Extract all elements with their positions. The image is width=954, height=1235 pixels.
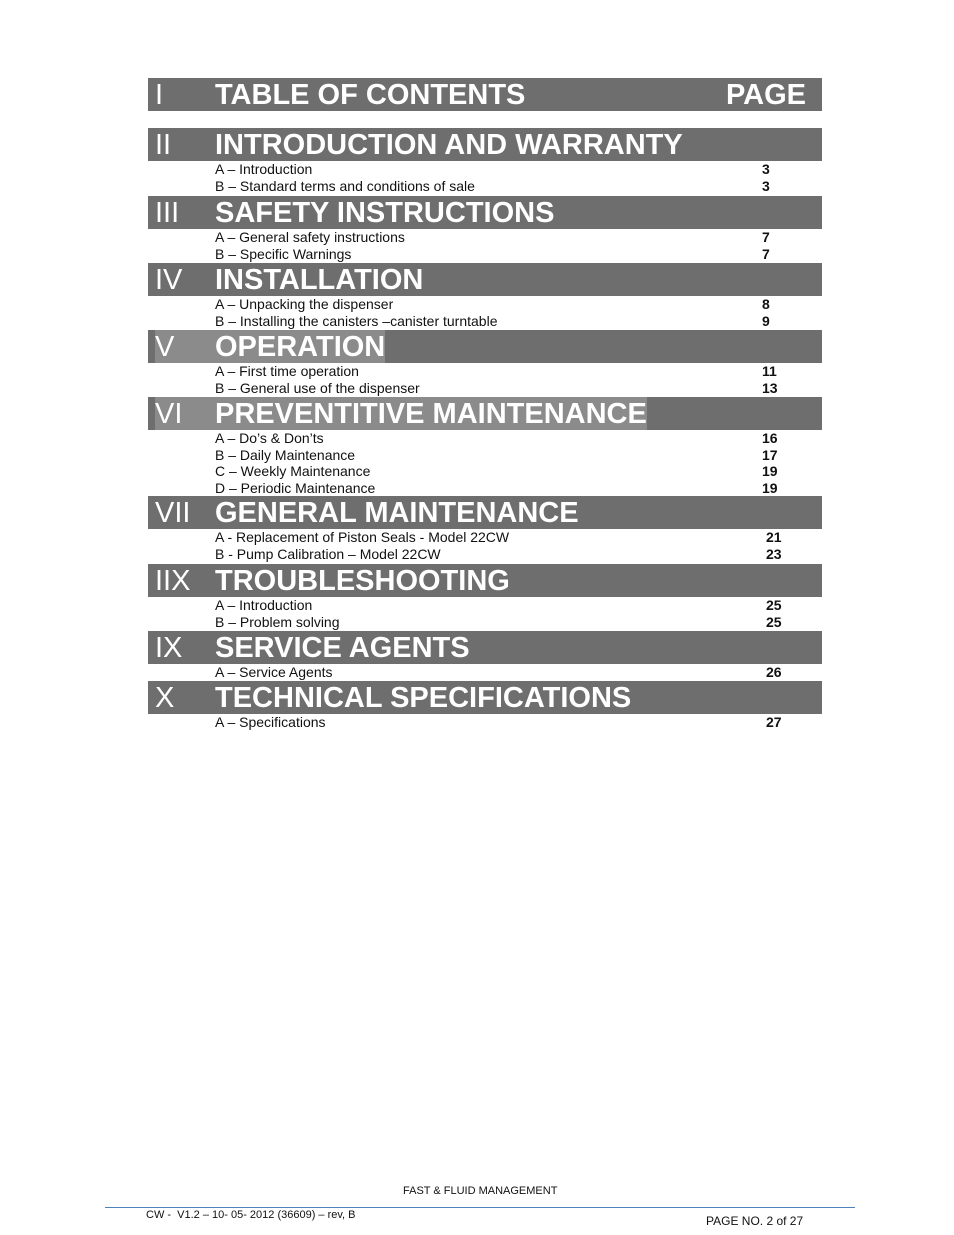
- section-heading: [155, 496, 579, 529]
- toc-entry: [148, 296, 822, 313]
- toc-entry-label: A – First time operation: [215, 363, 359, 379]
- toc-entry-label: B – General use of the dispenser: [215, 379, 420, 396]
- section-title: OPERATION: [215, 331, 386, 363]
- toc-entry-page: 17: [762, 446, 778, 463]
- section-heading-bar: [148, 564, 822, 597]
- toc-entry: [148, 714, 822, 731]
- toc-entry: [148, 178, 822, 195]
- toc-entry: [148, 229, 822, 246]
- footer-document-reference: CW - V1.2 – 10- 05- 2012 (36609) – rev, B: [146, 1209, 356, 1221]
- toc-entry: [148, 161, 822, 178]
- section-title: GENERAL MAINTENANCE: [215, 497, 579, 529]
- toc-entry-page: 13: [762, 379, 778, 396]
- toc-entry-page: 19: [762, 463, 778, 480]
- toc-entry: [148, 363, 822, 380]
- toc-header-numeral: I: [155, 79, 164, 111]
- toc-entry-page: 11: [762, 363, 777, 379]
- toc-entry-label: A - Replacement of Piston Seals - Model 22CW: [215, 529, 510, 545]
- section-general-maintenance: [148, 496, 822, 562]
- section-numeral: IV: [155, 264, 183, 296]
- section-heading-bar: [148, 681, 822, 714]
- toc-entry-label: A – Unpacking the dispenser: [215, 296, 394, 312]
- footer-company-name: FAST & FLUID MANAGEMENT: [403, 1185, 558, 1197]
- section-numeral: VII: [155, 497, 191, 529]
- toc-header-title: TABLE OF CONTENTS: [215, 79, 526, 111]
- toc-entry: [148, 664, 822, 681]
- section-heading-bar: [148, 631, 822, 664]
- section-title: INTRODUCTION AND WARRANTY: [215, 129, 683, 161]
- toc-entry-page: 26: [766, 664, 782, 680]
- section-title: INSTALLATION: [215, 264, 424, 296]
- toc-entry-label: C – Weekly Maintenance: [215, 463, 371, 480]
- toc-header-heading: [155, 78, 525, 111]
- toc-entry-page: 3: [762, 177, 770, 194]
- section-heading: [155, 397, 647, 430]
- toc-entry-label: A – General safety instructions: [215, 229, 405, 245]
- section-heading-bar: [148, 397, 822, 430]
- toc-entry: [148, 597, 822, 614]
- section-heading: [155, 631, 470, 664]
- section-heading-bar: [148, 263, 822, 296]
- toc-entry-label: B – Installing the canisters –canister turntable: [215, 312, 498, 329]
- toc-entry-label: A – Do’s & Don’ts: [215, 430, 324, 446]
- section-operation: [148, 330, 822, 396]
- toc-entry-page: 19: [762, 479, 778, 496]
- section-heading: [155, 128, 683, 161]
- toc-entry-page: 7: [762, 229, 770, 245]
- section-heading-bar: [148, 496, 822, 529]
- section-heading: [155, 564, 510, 597]
- section-technical-specifications: [148, 681, 822, 731]
- toc-entry-label: A – Specifications: [215, 714, 326, 730]
- toc-entry-page: 25: [766, 597, 782, 613]
- section-numeral: V: [155, 331, 175, 363]
- toc-entry: [148, 529, 822, 546]
- section-title: SERVICE AGENTS: [215, 632, 470, 664]
- toc-entry: [148, 614, 822, 631]
- section-numeral: III: [155, 197, 180, 229]
- toc-entry-page: 25: [766, 613, 782, 630]
- toc-entry-label: B – Standard terms and conditions of sale: [215, 177, 475, 194]
- section-safety-instructions: [148, 196, 822, 262]
- toc-entry: [148, 546, 822, 563]
- toc-entry-label: A – Introduction: [215, 161, 313, 177]
- section-service-agents: [148, 631, 822, 681]
- footer-page-number: PAGE NO. 2 of 27: [706, 1214, 804, 1228]
- toc-entry-label: B – Problem solving: [215, 613, 340, 630]
- toc-entry: [148, 463, 822, 480]
- toc-entry: [148, 447, 822, 464]
- section-numeral: VI: [155, 398, 183, 430]
- toc-entry-page: 23: [766, 545, 782, 562]
- toc-entry-page: 27: [766, 714, 782, 730]
- section-numeral: X: [155, 682, 175, 714]
- section-introduction-and-warranty: [148, 128, 822, 194]
- toc-entry-label: D – Periodic Maintenance: [215, 479, 376, 496]
- toc-entry-label: B - Pump Calibration – Model 22CW: [215, 545, 441, 562]
- section-numeral: IX: [155, 632, 183, 664]
- toc-entry-label: B – Daily Maintenance: [215, 446, 356, 463]
- toc-entry-label: A – Introduction: [215, 597, 313, 613]
- section-title: SAFETY INSTRUCTIONS: [215, 197, 555, 229]
- section-preventitive-maintenance: [148, 397, 822, 496]
- section-heading: [155, 681, 631, 714]
- toc-entry-page: 8: [762, 296, 770, 312]
- toc-header-bar: [148, 78, 822, 111]
- section-title: TROUBLESHOOTING: [215, 565, 510, 597]
- toc-entry: [148, 313, 822, 330]
- section-heading-bar: [148, 128, 822, 161]
- toc-entry-page: 7: [762, 245, 770, 262]
- toc-entry: [148, 430, 822, 447]
- page-column-label: PAGE: [725, 79, 806, 111]
- section-heading: [155, 330, 385, 363]
- section-heading-bar: [148, 196, 822, 229]
- toc-entry-page: 9: [762, 312, 770, 329]
- toc-entry-label: A – Service Agents: [215, 664, 333, 680]
- toc-entry-page: 21: [766, 529, 782, 545]
- section-installation: [148, 263, 822, 329]
- toc-entry-page: 3: [762, 161, 770, 177]
- toc-entry-label: B – Specific Warnings: [215, 245, 352, 262]
- section-title: TECHNICAL SPECIFICATIONS: [215, 682, 632, 714]
- section-heading: [155, 196, 554, 229]
- section-numeral: IIX: [155, 565, 191, 597]
- toc-entry: [148, 380, 822, 397]
- toc-entry-page: 16: [762, 430, 778, 446]
- section-heading-bar: [148, 330, 822, 363]
- section-numeral: II: [155, 129, 172, 161]
- section-heading: [155, 263, 423, 296]
- section-troubleshooting: [148, 564, 822, 630]
- toc-entry: [148, 480, 822, 497]
- footer-divider: [105, 1207, 855, 1208]
- section-title: PREVENTITIVE MAINTENANCE: [215, 398, 647, 430]
- toc-entry: [148, 246, 822, 263]
